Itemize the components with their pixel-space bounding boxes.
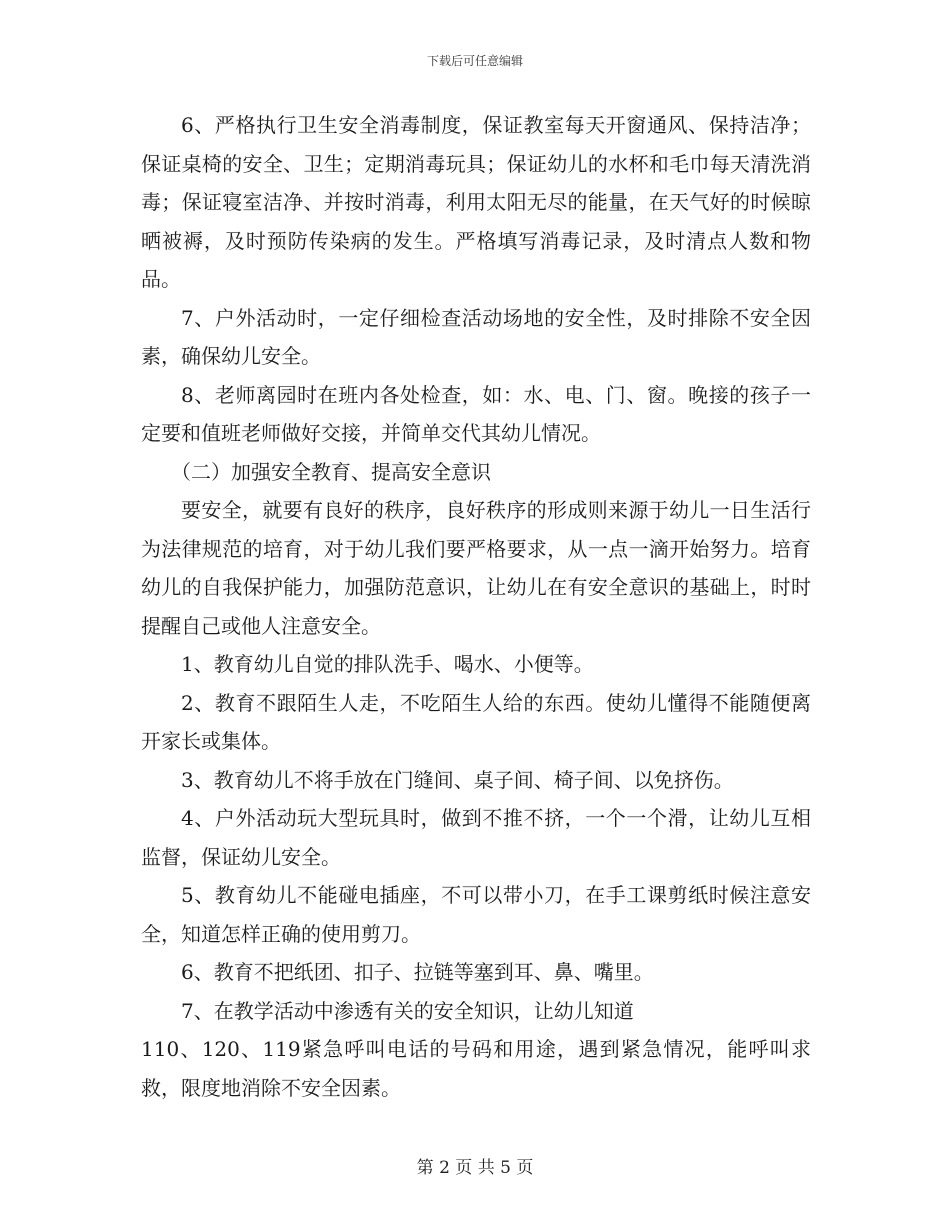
- paragraph-item-8-leaving: 8、老师离园时在班内各处检查，如：水、电、门、窗。晚接的孩子一定要和值班老师做好交接，并简单交代其幼儿情况。: [141, 382, 811, 445]
- paragraph-edu-2: 2、教育不跟陌生人走，不吃陌生人给的东西。使幼儿懂得不能随便离开家长或集体。: [141, 690, 811, 753]
- paragraph-edu-7-continued: 110、120、119紧急呼叫电话的号码和用途，遇到紧急情况，能呼叫求救，限度地消除不安全因素。: [141, 1037, 811, 1100]
- section-heading: （二）加强安全教育、提高安全意识: [171, 459, 491, 484]
- page-header: 下载后可任意编辑: [426, 54, 523, 68]
- paragraph-item-7-outdoor: 7、户外活动时，一定仔细检查活动场地的安全性，及时排除不安全因素，确保幼儿安全。: [141, 305, 811, 368]
- document-body: [141, 106, 811, 1107]
- paragraph-edu-4: 4、户外活动玩大型玩具时，做到不推不挤，一个一个滑，让幼儿互相监督，保证幼儿安全。: [141, 806, 811, 869]
- paragraph-edu-1: 1、教育幼儿自觉的排队洗手、喝水、小便等。: [181, 652, 594, 676]
- paragraph-intro: 要安全，就要有良好的秩序，良好秩序的形成则来源于幼儿一日生活行为法律规范的培育，对于幼儿我们要严格要求，从一点一滴开始努力。培育幼儿的自我保护能力，加强防范意识，让幼儿在有安全意识的基础上，时时提醒自己或他人注意安全。: [141, 498, 811, 638]
- paragraph-edu-3: 3、教育幼儿不将手放在门缝间、桌子间、椅子间、以免挤伤。: [181, 767, 734, 792]
- paragraph-item-6-disinfection: 6、严格执行卫生安全消毒制度，保证教室每天开窗通风、保持洁净；保证桌椅的安全、卫生；定期消毒玩具；保证幼儿的水杯和毛巾每天清洗消毒；保证寝室洁净、并按时消毒，利用太阳无尽的能量，在天气好的时候晾晒被褥，及时预防传染病的发生。严格填写消毒记录，及时清点人数和物品。: [141, 113, 811, 291]
- paragraph-edu-6: 6、教育不把纸团、扣子、拉链等塞到耳、鼻、嘴里。: [181, 960, 654, 984]
- paragraph-edu-5: 5、教育幼儿不能碰电插座，不可以带小刀，在手工课剪纸时候注意安全，知道怎样正确的使用剪刀。: [141, 883, 811, 946]
- paragraph-edu-7: 7、在教学活动中渗透有关的安全知识，让幼儿知道: [181, 998, 634, 1023]
- page-footer: 第 2 页 共 5 页: [416, 1158, 534, 1178]
